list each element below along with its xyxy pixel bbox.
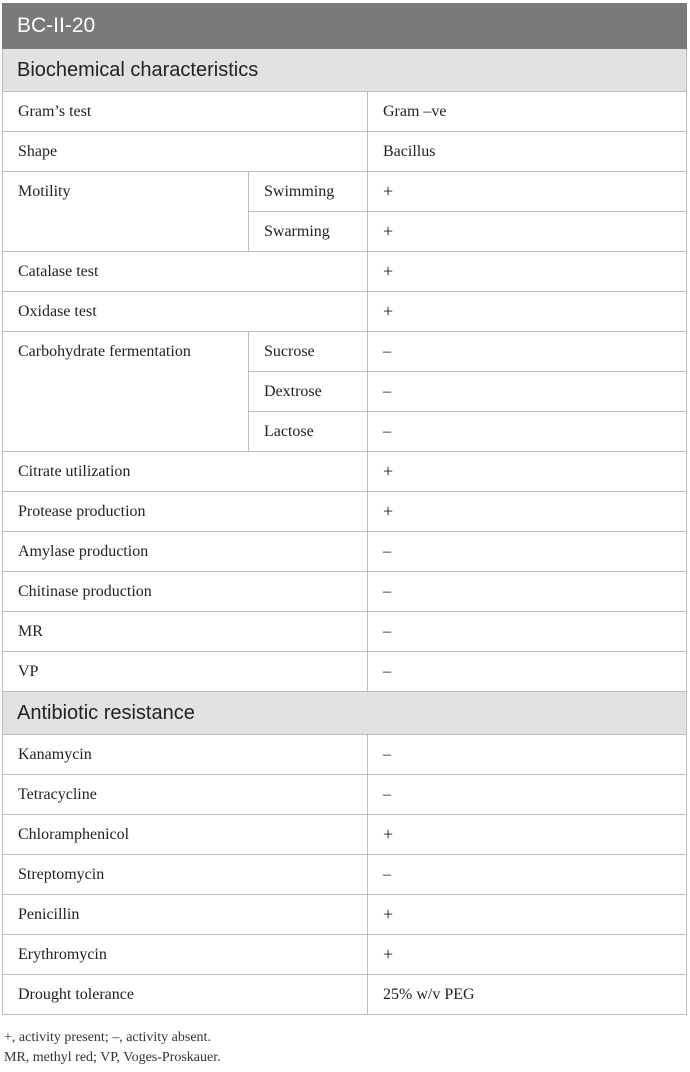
row-value: Bacillus [368,132,687,172]
row-label: Tetracycline [3,775,368,815]
row-value: + [368,252,687,292]
row-value: + [368,935,687,975]
results-table [2,3,687,1015]
row-label: Amylase production [3,532,368,572]
sub-label: Lactose [249,412,368,452]
footnote-symbols: +, activity present; –, activity absent. [4,1030,211,1045]
row-value: + [368,452,687,492]
section-header-row [3,692,687,735]
sub-label: Swarming [249,212,368,252]
sub-label: Swimming [249,172,368,212]
row-label: Catalase test [3,252,368,292]
row-value: – [368,372,687,412]
section-header-row [3,49,687,92]
table-footnotes [4,1028,221,1068]
row-value: – [368,572,687,612]
row-value: 25% w/v PEG [368,975,687,1015]
table-row [3,452,687,492]
row-value: – [368,652,687,692]
sub-label: Dextrose [249,372,368,412]
table-row [3,652,687,692]
row-label: Streptomycin [3,855,368,895]
table-row [3,332,687,372]
footnote-abbreviations: MR, methyl red; VP, Voges-Proskauer. [4,1050,221,1065]
row-value: + [368,172,687,212]
row-label: Shape [3,132,368,172]
row-label: Kanamycin [3,735,368,775]
sub-label: Sucrose [249,332,368,372]
table-row [3,815,687,855]
table-row [3,975,687,1015]
table-row [3,492,687,532]
row-label: Motility [3,172,249,252]
row-value: + [368,212,687,252]
table-row [3,612,687,652]
table-row [3,572,687,612]
row-value: + [368,292,687,332]
table-row [3,252,687,292]
table-row [3,935,687,975]
table-row [3,855,687,895]
row-value: – [368,532,687,572]
row-value: – [368,735,687,775]
row-value: + [368,815,687,855]
table-row [3,292,687,332]
table-row [3,92,687,132]
row-label: Oxidase test [3,292,368,332]
row-label: Drought tolerance [3,975,368,1015]
row-label: Gram’s test [3,92,368,132]
row-label: Citrate utilization [3,452,368,492]
table-row [3,532,687,572]
table-row [3,895,687,935]
results-table-container [2,3,686,1015]
row-label: VP [3,652,368,692]
row-label: Protease production [3,492,368,532]
row-value: Gram –ve [368,92,687,132]
row-label: Erythromycin [3,935,368,975]
row-label: Chloramphenicol [3,815,368,855]
row-value: – [368,855,687,895]
table-title-row [3,4,687,49]
row-value: + [368,895,687,935]
section-antibiotic: Antibiotic resistance [3,692,687,735]
table-row [3,735,687,775]
table-row [3,172,687,212]
table-row [3,132,687,172]
section-biochemical: Biochemical characteristics [3,49,687,92]
row-value: – [368,332,687,372]
row-label: Penicillin [3,895,368,935]
table-row [3,775,687,815]
row-value: – [368,412,687,452]
row-value: + [368,492,687,532]
row-label: Chitinase production [3,572,368,612]
row-label: Carbohydrate fermentation [3,332,249,452]
row-label: MR [3,612,368,652]
row-value: – [368,775,687,815]
table-title: BC-II-20 [3,4,687,49]
row-value: – [368,612,687,652]
